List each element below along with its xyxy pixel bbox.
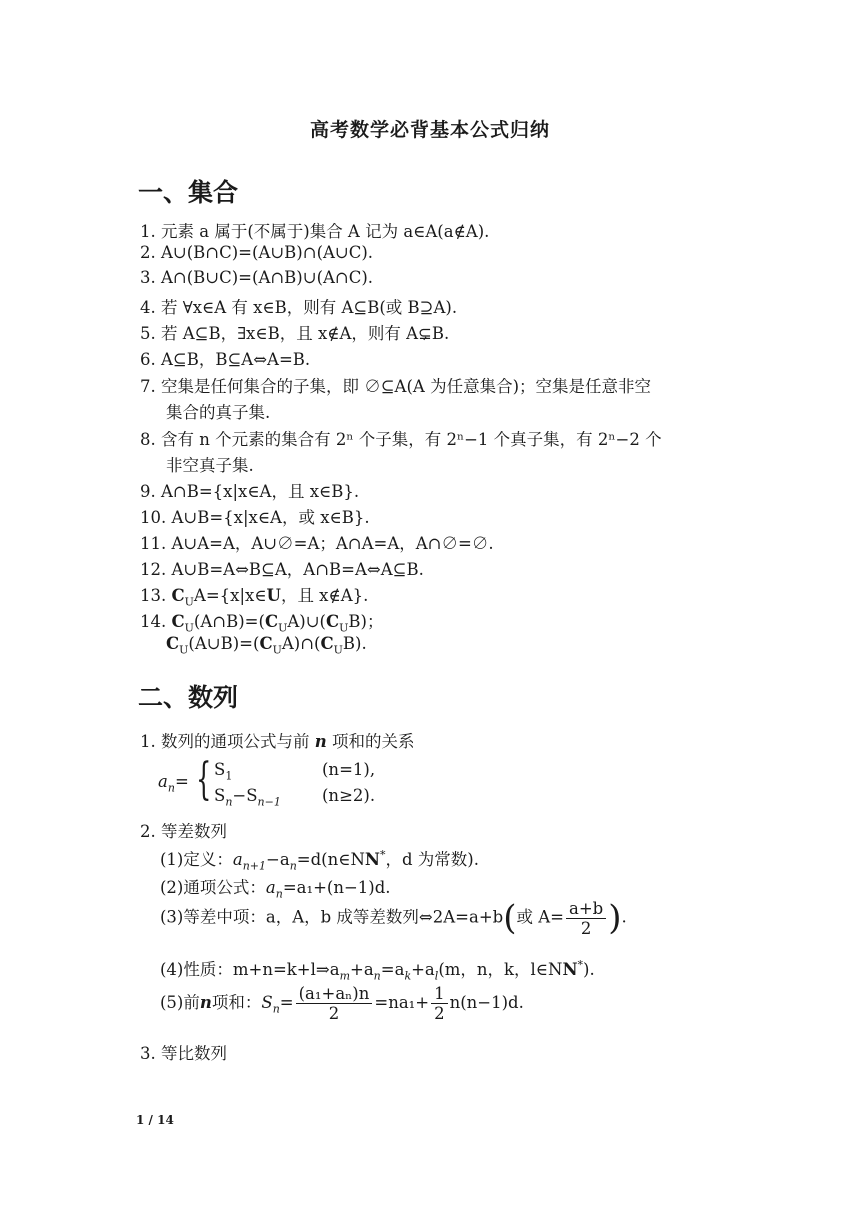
arith-property: (4)性质：$m+n=k+l\Rightarrow a_m+a_n=a_k+a_l(m$，n，k，l∈NN*). bbox=[160, 958, 595, 983]
arith-middle-term: (3)等差中项：a，A，b 成等差数列⇔2A=a+b(或 A= $\frac{a+b}{2}$ ). bbox=[160, 898, 627, 938]
set-item-14: 14. $C_U(A\cap B)=(C_UA)\cup(C_UB)$； bbox=[140, 612, 384, 635]
set-item-5: 5. 若 A⊆B，∃x∈B，且 x∉A，则有 A⊊B. bbox=[140, 324, 450, 343]
seq-item-1-text: 1. 数列的通项公式与前 bbox=[140, 732, 310, 751]
set-item-10: 10. A∪B={x|x∈A，或 x∈B}. bbox=[140, 508, 370, 527]
seq-item-3: 3. 等比数列 bbox=[140, 1044, 227, 1063]
set-item-1: 1. 元素 a 属于(不属于)集合 A 记为 a∈A(a∉A). bbox=[140, 222, 490, 241]
section-heading-sets: 一、集合 bbox=[138, 178, 239, 207]
set-item-6: 6. A⊆B，B⊆A⇔A=B. bbox=[140, 350, 311, 369]
page-title: 高考数学必背基本公式归纳 bbox=[309, 119, 550, 141]
left-brace: { bbox=[196, 754, 212, 805]
seq-item-2: 2. 等差数列 bbox=[140, 822, 227, 841]
seq-item-1-tail: 项和的关系 bbox=[332, 732, 415, 751]
set-item-8: 8. 含有 n 个元素的集合有 2ⁿ 个子集，有 2ⁿ−1 个真子集，有 2ⁿ−2 个 bbox=[140, 430, 662, 449]
set-item-3: 3. A∩(B∪C)=(A∩B)∪(A∩C). bbox=[140, 268, 374, 287]
set-item-7-cont: 集合的真子集. bbox=[166, 403, 271, 422]
arith-sum: (5)前n项和：$S_n=$ $\frac{\text{(a₁+aₙ)n}}{2}$ =na₁+ $\frac{1}{2}$ n(n−1)d. bbox=[160, 984, 524, 1023]
case-1: $S_1$ bbox=[214, 760, 233, 783]
set-item-7: 7. 空集是任何集合的子集，即 ∅⊆A(A 为任意集合)；空集是任意非空 bbox=[140, 377, 652, 396]
seq-item-1-n: n bbox=[314, 732, 327, 751]
set-item-2: 2. A∪(B∩C)=(A∪B)∩(A∪C). bbox=[140, 243, 374, 262]
case-2-condition: (n≥2). bbox=[322, 786, 376, 805]
seq-item-1 bbox=[140, 728, 415, 752]
set-item-4: 4. 若 ∀x∈A 有 x∈B，则有 A⊆B(或 B⊇A). bbox=[140, 298, 458, 317]
arith-definition: (1)定义：$a_{n+1}-a_n=d(n\in NN^*$，d 为常数). bbox=[160, 848, 479, 873]
set-item-14-cont: $C_U(A\cup B)=(C_UA)\cap(C_UB)$. bbox=[166, 634, 367, 657]
case-2: $S_n-S_{n-1}$ bbox=[214, 786, 281, 809]
set-item-11: 11. A∪A=A，A∪∅=A；A∩A=A，A∩∅=∅. bbox=[140, 534, 494, 553]
an-lhs: $a_n=$ bbox=[158, 772, 189, 795]
section-heading-sequences: 二、数列 bbox=[138, 683, 239, 712]
set-item-9: 9. A∩B={x|x∈A，且 x∈B}. bbox=[140, 482, 360, 501]
case-1-condition: (n=1), bbox=[322, 760, 376, 779]
page-number: 1 / 14 bbox=[136, 1113, 174, 1127]
set-item-12: 12. A∪B=A⇔B⊆A，A∩B=A⇔A⊆B. bbox=[140, 560, 424, 579]
set-item-8-cont: 非空真子集. bbox=[166, 456, 254, 475]
set-item-13: 13. $C_UA=\{x|x\in U$，且 x∉A}. bbox=[140, 586, 369, 609]
arith-general-term: (2)通项公式：$a_n=a_1+(n-1)d$. bbox=[160, 878, 391, 901]
